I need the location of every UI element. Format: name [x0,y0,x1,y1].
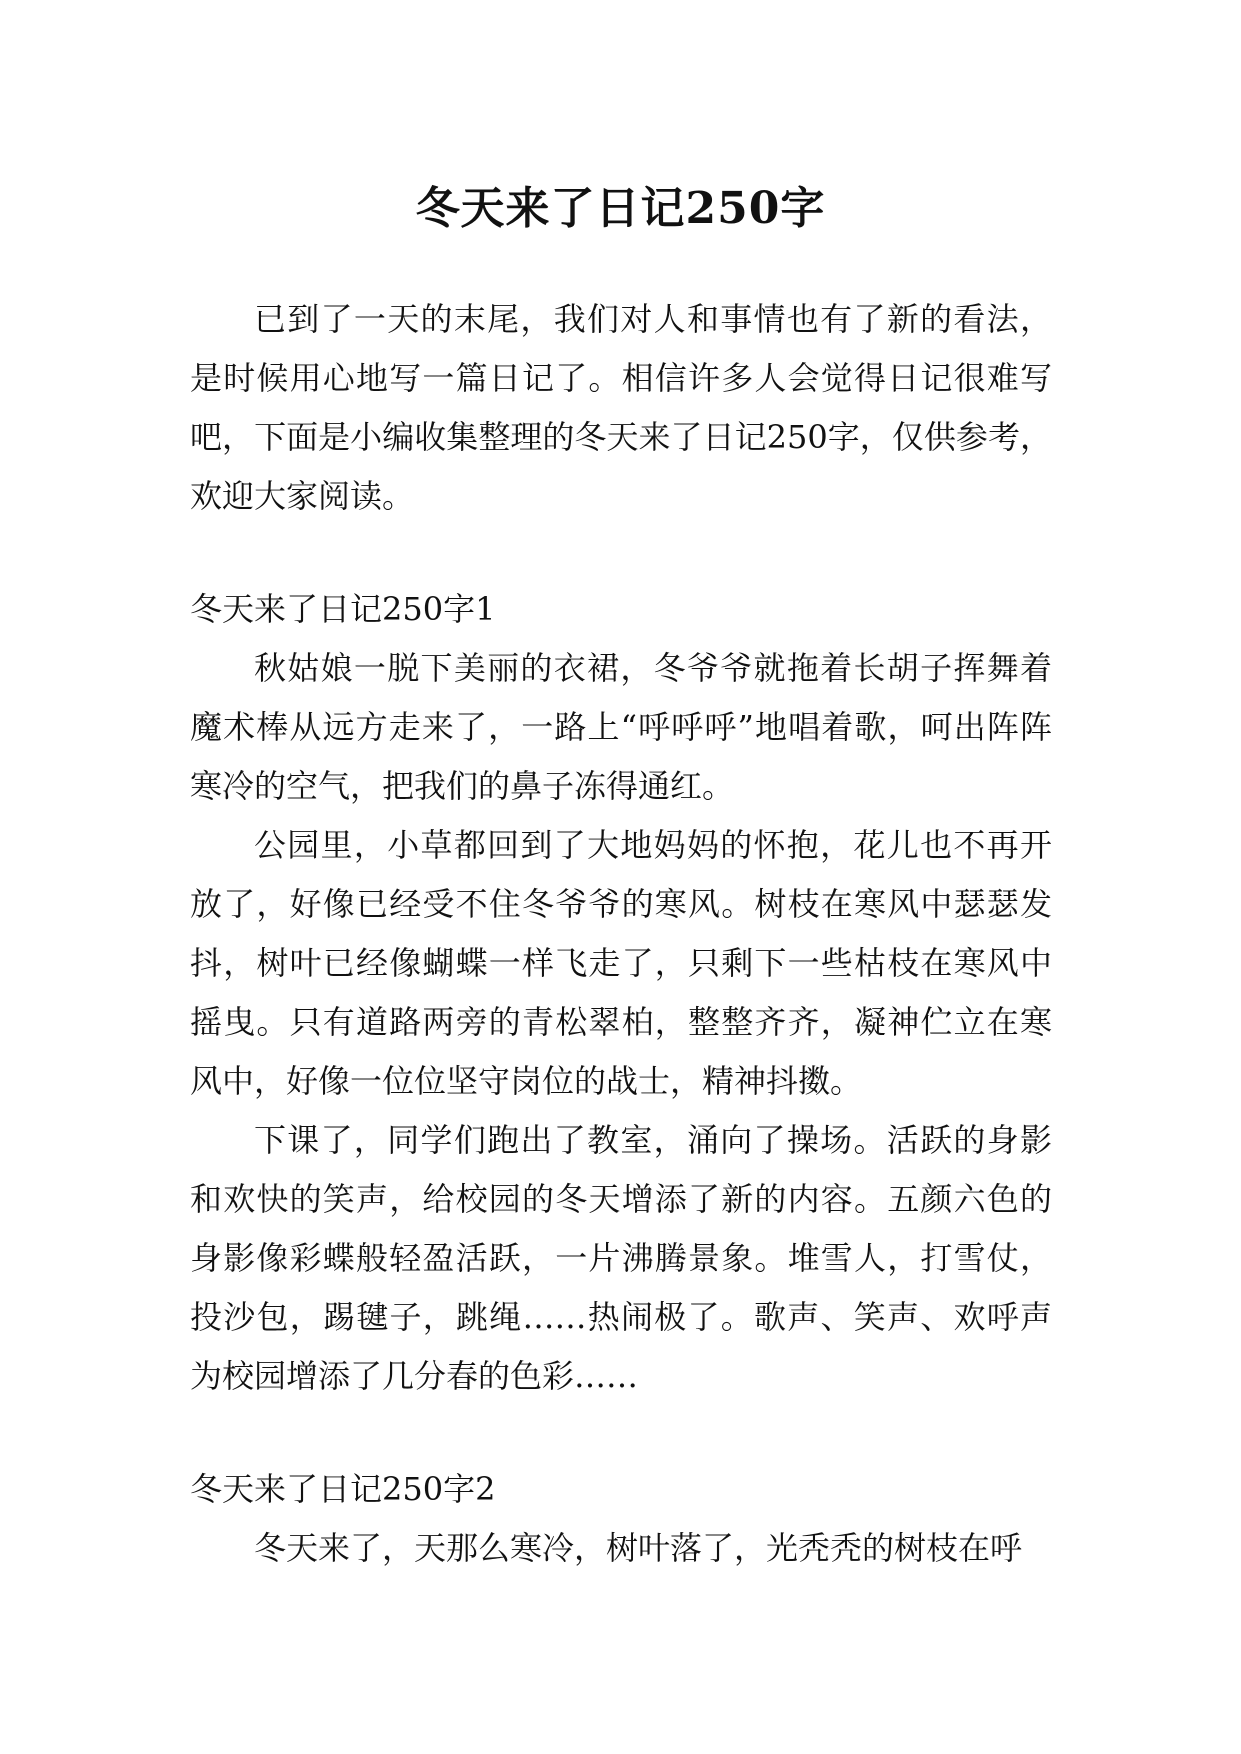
document-body [190,290,1052,1578]
intro-paragraph: 已到了一天的末尾，我们对人和事情也有了新的看法，是时候用心地写一篇日记了。相信许多人会觉得日记很难写吧，下面是小编收集整理的冬天来了日记250字，仅供参考，欢迎大家阅读。 [190,300,1052,515]
section-heading-1: 冬天来了日记250字1 [190,590,496,628]
section-1-paragraph-2: 公园里，小草都回到了大地妈妈的怀抱，花儿也不再开放了，好像已经受不住冬爷爷的寒风。树枝在寒风中瑟瑟发抖，树叶已经像蝴蝶一样飞走了，只剩下一些枯枝在寒风中摇曳。只有道路两旁的青松翠柏，整整齐齐，凝神伫立在寒风中，好像一位位坚守岗位的战士，精神抖擞。 [190,826,1052,1100]
section-2-paragraph-1: 冬天来了，天那么寒冷，树叶落了，光秃秃的树枝在呼 [254,1529,1023,1567]
section-heading-2: 冬天来了日记250字2 [190,1470,496,1508]
section-1-paragraph-3: 下课了，同学们跑出了教室，涌向了操场。活跃的身影和欢快的笑声，给校园的冬天增添了新的内容。五颜六色的身影像彩蝶般轻盈活跃，一片沸腾景象。堆雪人，打雪仗，投沙包，踢毽子，跳绳……热闹极了。歌声、笑声、欢呼声为校园增添了几分春的色彩…… [190,1121,1052,1395]
document-title: 冬天来了日记250字 [415,183,826,235]
section-1-paragraph-1: 秋姑娘一脱下美丽的衣裙，冬爷爷就拖着长胡子挥舞着魔术棒从远方走来了，一路上“呼呼呼”地唱着歌，呵出阵阵寒冷的空气，把我们的鼻子冻得通红。 [190,649,1052,805]
